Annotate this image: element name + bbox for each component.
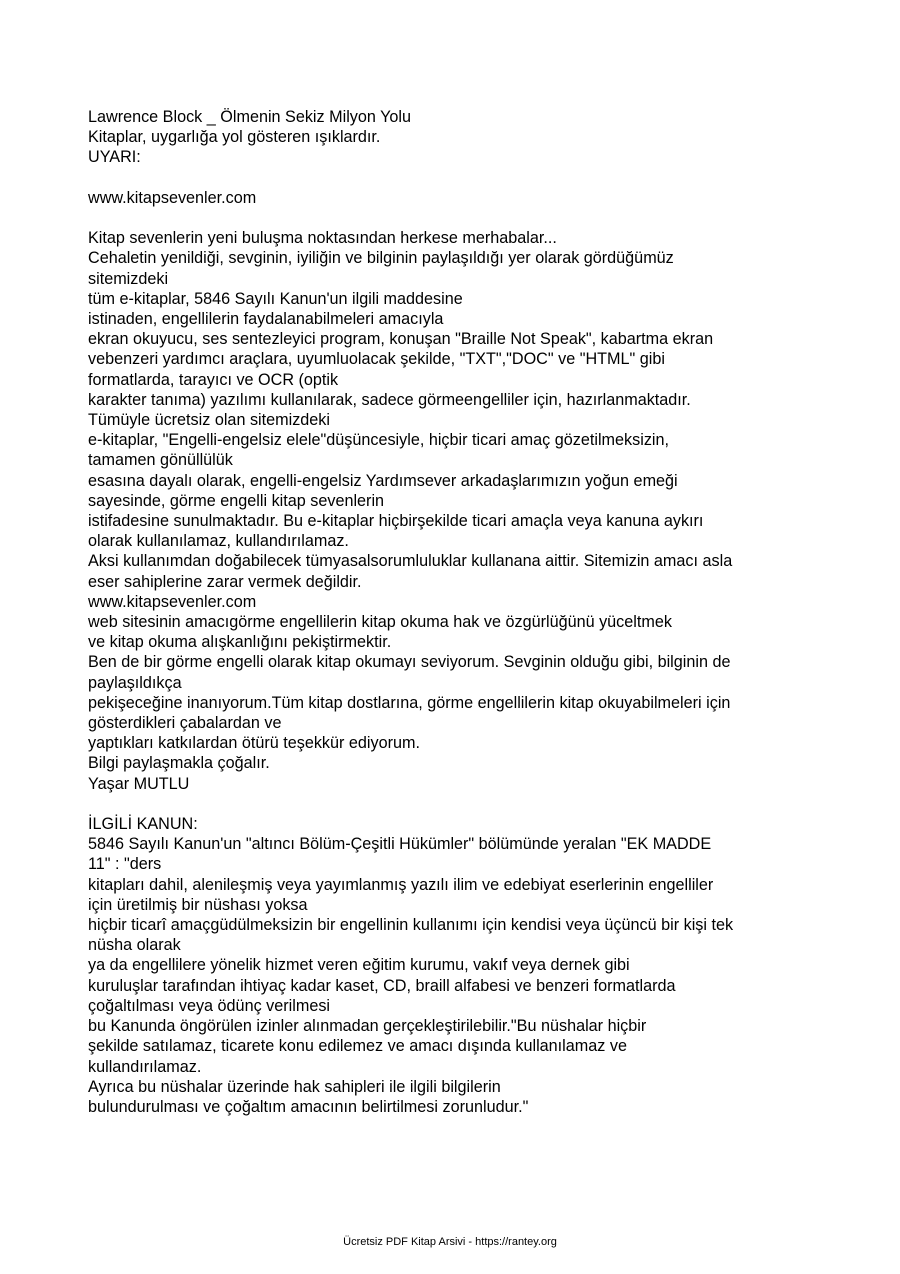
notice-line: pekişeceğine inanıyorum.Tüm kitap dostlarına, görme engellilerin kitap okuyabilmeleri için (88, 693, 731, 712)
law-line: şekilde satılamaz, ticarete konu edilemez ve amacı dışında kullanılamaz ve (88, 1037, 627, 1056)
document-page (88, 107, 818, 1117)
law-line: Ayrıca bu nüshalar üzerinde hak sahipleri ile ilgili bilgilerin (88, 1077, 501, 1096)
law-line: çoğaltılması veya ödünç verilmesi (88, 996, 331, 1015)
notice-line: gösterdikleri çabalardan ve (88, 714, 282, 733)
notice-line: eser sahiplerine zarar vermek değildir. (88, 572, 362, 591)
notice-line: karakter tanıma) yazılımı kullanılarak, sadece görmeengelliler için, hazırlanmaktadır. (88, 390, 691, 409)
law-line: kullandırılamaz. (88, 1057, 202, 1076)
notice-line: istinaden, engellilerin faydalanabilmeleri amacıyla (88, 310, 444, 328)
motto-line: Kitaplar, uygarlığa yol gösteren ışıklardır. (88, 128, 381, 147)
law-line: nüsha olarak (88, 936, 181, 955)
law-line: kuruluşlar tarafından ihtiyaç kadar kaset, CD, braill alfabesi ve benzeri formatlarda (88, 976, 676, 995)
signature-line: Yaşar MUTLU (88, 774, 190, 793)
notice-line: sayesinde, görme engelli kitap sevenlerin (88, 491, 385, 510)
notice-line: e-kitaplar, "Engelli-engelsiz elele"düşüncesiyle, hiçbir ticari amaç gözetilmeksizin, (88, 431, 670, 450)
notice-line: ve kitap okuma alışkanlığını pekiştirmektir. (88, 633, 392, 652)
notice-line: Cehaletin yenildiği, sevginin, iyiliğin ve bilginin paylaşıldığı yer olarak gördüğümüz (88, 249, 674, 268)
page-footer: Ücretsiz PDF Kitap Arsivi - https://rantey.org (343, 1236, 557, 1248)
notice-line: tamamen gönüllülük (88, 451, 233, 470)
law-line: için üretilmiş bir nüshası yoksa (88, 895, 308, 914)
notice-line: olarak kullanılamaz, kullandırılamaz. (88, 532, 349, 551)
notice-line: paylaşıldıkça (88, 673, 182, 692)
book-title-line: Lawrence Block _ Ölmenin Sekiz Milyon Yolu (88, 108, 412, 126)
law-line: ya da engellilere yönelik hizmet veren eğitim kurumu, vakıf veya dernek gibi (88, 956, 630, 975)
notice-url-line: www.kitapsevenler.com (88, 592, 257, 611)
site-url-line: www.kitapsevenler.com (88, 188, 257, 207)
warning-heading: UYARI: (88, 148, 141, 167)
header-block (88, 107, 818, 168)
notice-block (88, 228, 818, 794)
notice-line: yaptıkları katkılardan ötürü teşekkür ediyorum. (88, 734, 420, 753)
notice-line: sitemizdeki (88, 269, 169, 288)
law-line: bulundurulması ve çoğaltım amacının belirtilmesi zorunludur." (88, 1097, 529, 1116)
law-heading: İLGİLİ KANUN: (88, 815, 198, 834)
notice-line: Aksi kullanımdan doğabilecek tümyasalsorumluluklar kullanana aittir. Sitemizin amacı asla (88, 552, 733, 571)
spacer (88, 794, 818, 814)
notice-line: web sitesinin amacıgörme engellilerin kitap okuma hak ve özgürlüğünü yüceltmek (88, 613, 672, 632)
spacer (88, 168, 818, 188)
notice-line: esasına dayalı olarak, engelli-engelsiz Yardımsever arkadaşlarımızın yoğun emeği (88, 471, 678, 490)
law-line: 11" : "ders (88, 855, 162, 874)
notice-line: Bilgi paylaşmakla çoğalır. (88, 754, 270, 773)
notice-line: Ben de bir görme engelli olarak kitap okumayı seviyorum. Sevginin olduğu gibi, bilginin de (88, 653, 731, 672)
spacer (88, 208, 818, 228)
notice-line: ekran okuyucu, ses sentezleyici program, konuşan "Braille Not Speak", kabartma ekran (88, 330, 714, 349)
law-line: 5846 Sayılı Kanun'un "altıncı Bölüm-Çeşitli Hükümler" bölümünde yeralan "EK MADDE (88, 835, 712, 854)
law-line: hiçbir ticarî amaçgüdülmeksizin bir engellinin kullanımı için kendisi veya üçüncü bir kişi tek (88, 916, 734, 935)
law-line: kitapları dahil, alenileşmiş veya yayımlanmış yazılı ilim ve edebiyat eserlerinin engelliler (88, 875, 714, 894)
notice-line: formatlarda, tarayıcı ve OCR (optik (88, 370, 339, 389)
notice-line: vebenzeri yardımcı araçlara, uyumluolacak şekilde, "TXT","DOC" ve "HTML" gibi (88, 350, 665, 369)
notice-line: istifadesine sunulmaktadır. Bu e-kitaplar hiçbirşekilde ticari amaçla veya kanuna aykırı (88, 512, 704, 531)
law-line: bu Kanunda öngörülen izinler alınmadan gerçekleştirilebilir."Bu nüshalar hiçbir (88, 1017, 647, 1036)
notice-line: tüm e-kitaplar, 5846 Sayılı Kanun'un ilgili maddesine (88, 289, 463, 308)
notice-line: Tümüyle ücretsiz olan sitemizdeki (88, 411, 330, 430)
law-block (88, 814, 818, 1117)
notice-line: Kitap sevenlerin yeni buluşma noktasından herkese merhabalar... (88, 229, 557, 248)
